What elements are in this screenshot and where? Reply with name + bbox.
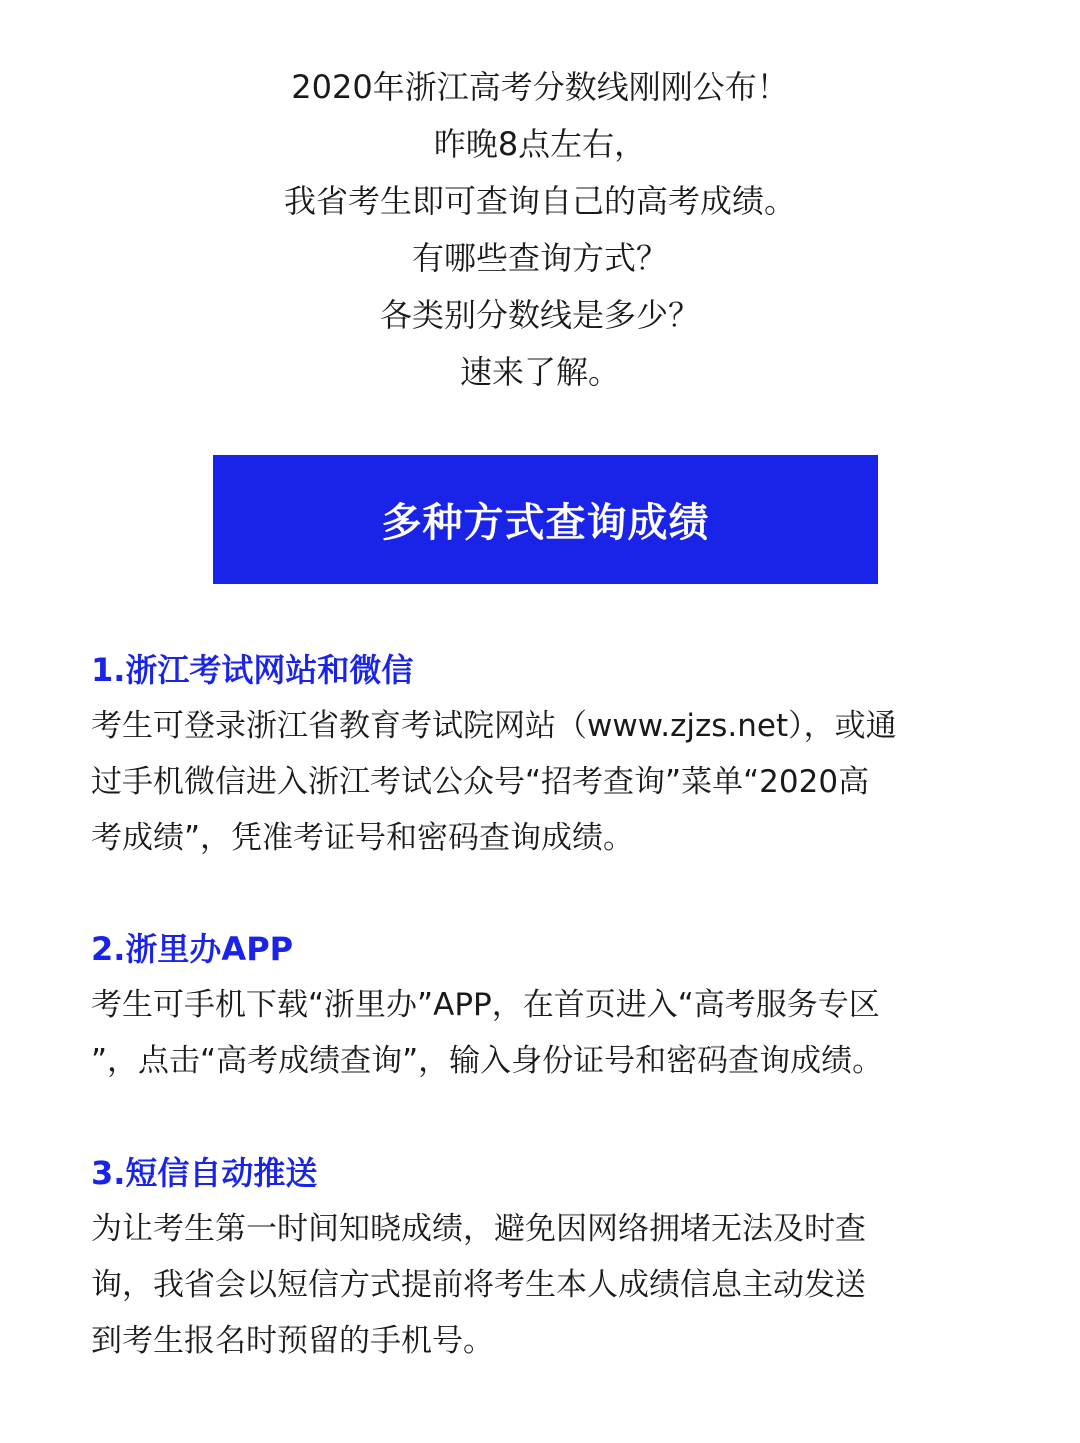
- intro-line: 有哪些查询方式？: [411, 239, 668, 277]
- banner-title: 多种方式查询成绩: [381, 500, 710, 546]
- intro-line: 我省考生即可查询自己的高考成绩。: [283, 182, 796, 220]
- section-heading: 3.短信自动推送: [91, 1154, 318, 1192]
- section-body-line: 询，我省会以短信方式提前将考生本人成绩信息主动发送: [91, 1267, 866, 1303]
- section-body-line: 考生可登录浙江省教育考试院网站（www.zjzs.net），或通: [91, 708, 897, 744]
- intro-line: 速来了解。: [459, 353, 620, 391]
- section-sms-push: [91, 1145, 991, 1369]
- section-banner: [213, 455, 878, 584]
- section-body-line: ”，点击“高考成绩查询”，输入身份证号和密码查询成绩。: [91, 1043, 884, 1079]
- section-body-line: 考生可手机下载“浙里办”APP，在首页进入“高考服务专区: [91, 987, 880, 1023]
- section-website-wechat: [91, 642, 991, 866]
- section-body-line: 考成绩”，凭准考证号和密码查询成绩。: [91, 820, 635, 856]
- section-body-line: 过手机微信进入浙江考试公众号“招考查询”菜单“2020高: [91, 764, 870, 800]
- intro-line: 各类别分数线是多少？: [379, 296, 700, 334]
- intro-line: 昨晚8点左右，: [433, 125, 647, 163]
- section-body-line: 为让考生第一时间知晓成绩，避免因网络拥堵无法及时查: [91, 1211, 866, 1247]
- section-zheliban-app: [91, 921, 991, 1089]
- section-heading: 1.浙江考试网站和微信: [91, 651, 414, 689]
- intro-paragraph: [0, 59, 1080, 401]
- intro-line: 2020年浙江高考分数线刚刚公布！: [291, 68, 789, 106]
- section-body-line: 到考生报名时预留的手机号。: [91, 1323, 494, 1359]
- section-heading: 2.浙里办APP: [91, 930, 294, 968]
